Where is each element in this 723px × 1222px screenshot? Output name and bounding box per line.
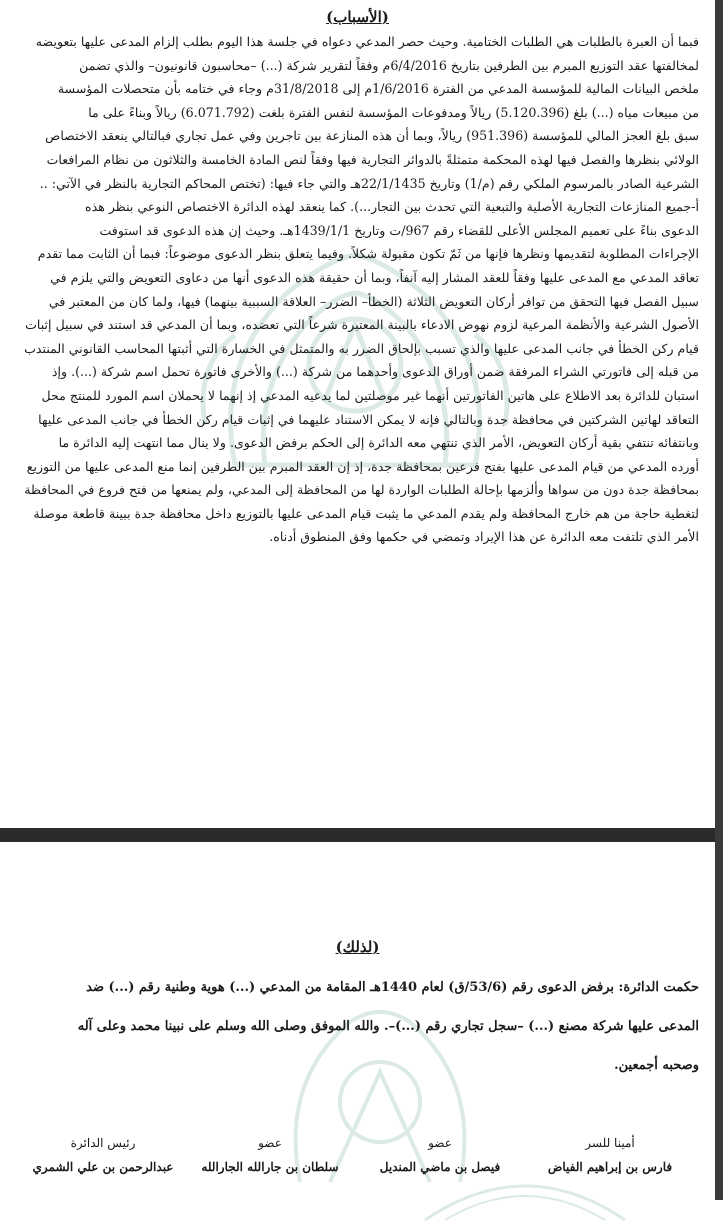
- body-line: لتغطية حاجة من هم خارج المحافظة ولم يقدم المدعي ما يثبت قيام المدعى عليها بالتوزيع داخل محافظة جدة ببينة قاطعة موصلة: [33, 505, 699, 521]
- signatory-name: عبدالرحمن بن علي الشمري: [32, 1160, 174, 1174]
- body-line: الولائي بنظرها والفصل فيها لهذه المحكمة متمثلةً بالدوائر التجارية فيها وفقاً لنص المادة الخامسة والثلاثون من نظام المرافعات: [46, 151, 699, 167]
- signatory-name: سلطان بن جارالله الجارالله: [201, 1160, 339, 1174]
- body-line: أورده المدعي من قيام المدعى عليها بفتح فرعين بمحافظة جدة، إذ إن العقد المبرم بين الطرفين إنما منع المدعى عليها من التوزيع: [26, 458, 699, 474]
- ruling-text: [16, 962, 699, 1092]
- body-line: بمحافظة جدة دون من سواها وألزمها بإحالة الطلبات الواردة لها من المحافظة إلى المدعي، ولم يمنعها من فتح فروع في المحافظة: [24, 482, 699, 498]
- signatory-title: رئيس الدائرة: [70, 1136, 136, 1150]
- section-heading-therefore: (لذلك): [335, 938, 380, 956]
- section-heading-reasons: (الأسباب): [326, 8, 389, 26]
- signatory-title: أمينا للسر: [585, 1136, 635, 1150]
- body-line: أ-جميع المنازعات التجارية الأصلية والتبعية التي تحدث بين التجار...). كما ينعقد لهذه الدائرة الاختصاص النوعي بنظر هذه: [84, 199, 699, 215]
- body-line: سبيل الفصل فيها التحقق من توافر أركان التعويض الثلاثة (الخطأ– الضرر– العلاقة السببية بينهما) فيها، ولما كان من المعتبر في: [48, 293, 699, 309]
- signatory-name: فارس بن إبراهيم الفياض: [547, 1160, 673, 1174]
- body-line: من قبله إلى فاتورتي الشراء المرفقة ضمن أوراق الدعوى وأحدهما من شركة (...) والأخرى فاتورة تحمل اسم شركة (...). وإذ: [51, 364, 699, 380]
- signatory-member-1: [185, 1130, 355, 1178]
- body-line: التعاقد لهاتين الشركتين في محافظة جدة وبالتالي فإنه لا يمكن الاستناد عليهما في إثبات قيام ركن الخطأ في جانب المدعى عليها: [38, 411, 699, 427]
- body-line: الأصول الشرعية والأنظمة المرعية لزوم نهوض الادعاء بالبينة المعتبرة شرعاً التي تعضده، وبما أن المدعي قد استند في سبيل إثبات: [25, 317, 699, 333]
- scan-edge: [715, 0, 723, 1200]
- body-line: الدعوى بناءً على تعميم المجلس الأعلى للقضاء رقم 967/ت وتاريخ 1439/1/1هـ. وحيث إن هذه الدعوى قد استوفت: [99, 222, 699, 238]
- body-line: ملخص البيانات المالية للمؤسسة المدعي من الفترة 1/6/2016م إلى 31/8/2018م وجاء في ختامه بأن متحصلات المؤسسة: [57, 81, 699, 97]
- signatory-secretary: [525, 1130, 695, 1178]
- ruling-line: وصحبه أجمعين.: [614, 1058, 699, 1073]
- body-line: الأمر الذي تلتفت معه الدائرة عن هذا الإيراد وتمضي في حكمها وفق المنطوق أدناه.: [269, 529, 699, 545]
- body-line: الشرعية الصادر بالمرسوم الملكي رقم (م/1) وتاريخ 22/1/1435هـ والتي جاء فيها: (تختص المحاكم التجارية بالنظر في الآتي: ..: [39, 175, 699, 191]
- reasons-body: [16, 30, 699, 549]
- body-line: فبما أن العبرة بالطلبات هي الطلبات الختامية. وحيث حصر المدعي دعواه في جلسة هذا اليوم بطلب إلزام المدعى عليها بتعويضه: [35, 34, 699, 49]
- signatory-title: عضو: [258, 1136, 282, 1150]
- body-line: الإجراءات المطلوبة لتقديمها ونظرها فإنها من ثَمّ تكون مقبولة شكلاً. وفيما يتعلق بنظر الدعوى موضوعاً: فبما أن الثابت مما تقدم: [37, 246, 699, 262]
- signatory-name: فيصل بن ماضي المنديل: [379, 1160, 501, 1174]
- body-line: سبق بلغ العجز المالي للمؤسسة (951.396) ريالاً، وبما أن هذه المنازعة بين تاجرين وفي عمل تجاري فبالتالي ينعقد الاختصاص: [45, 128, 699, 144]
- page-separator: [0, 828, 723, 842]
- body-line: لمخالفتها عقد التوزيع المبرم بين الطرفين بتاريخ 6/4/2016م وفقاً لتقرير شركة (...) –محاسبون قانونيون– والذي تضمن: [79, 57, 699, 73]
- signatory-presiding-judge: [18, 1130, 188, 1178]
- signatory-member-2: [355, 1130, 525, 1178]
- body-line: استبان للدائرة بعد الاطلاع على هاتين الفاتورتين أنهما غير موصلتين لما يدعيه المدعي إذ إنهما لا يحملان اسم المورد للمنتج محل: [41, 387, 699, 403]
- ruling-line: المدعى عليها شركة مصنع (...) –سجل تجاري رقم (...)–. والله الموفق وصلى الله وسلم على نبينا محمد وعلى آله: [77, 1019, 699, 1034]
- signatory-title: عضو: [428, 1136, 452, 1150]
- body-line: وبانتفائه تنتفي بقية أركان التعويض، الأمر الذي تنتهي معه الدائرة إلى الحكم برفض الدعوى. ولا ينال مما انتهت إليه الدائرة ما: [58, 435, 699, 451]
- ruling-line: حكمت الدائرة: برفض الدعوى رقم (53/6/ق) لعام 1440هـ المقامة من المدعي (...) هوية وطنية رقم (...) ضد: [86, 980, 699, 995]
- body-line: من مبيعات مياه (...) بلغ (5.120.396) ريالاً ومدفوعات المؤسسة لنفس الفترة بلغت (6.071.792) ريالاً وبناءً على ما: [88, 104, 699, 120]
- body-line: تعاقد المدعي مع المدعى عليها وفقاً للعقد المشار إليه آنفاً، وبما أن حقيقة هذه الدعوى أنها من دعاوى التعويض والتي يلزم في: [50, 269, 699, 285]
- body-line: قيام ركن الخطأ في جانب المدعى عليها والذي تسبب بإلحاق الضرر به والمتمثل في الخسارة التي أثبتها المحاسب القانوني المنتدب: [24, 340, 699, 356]
